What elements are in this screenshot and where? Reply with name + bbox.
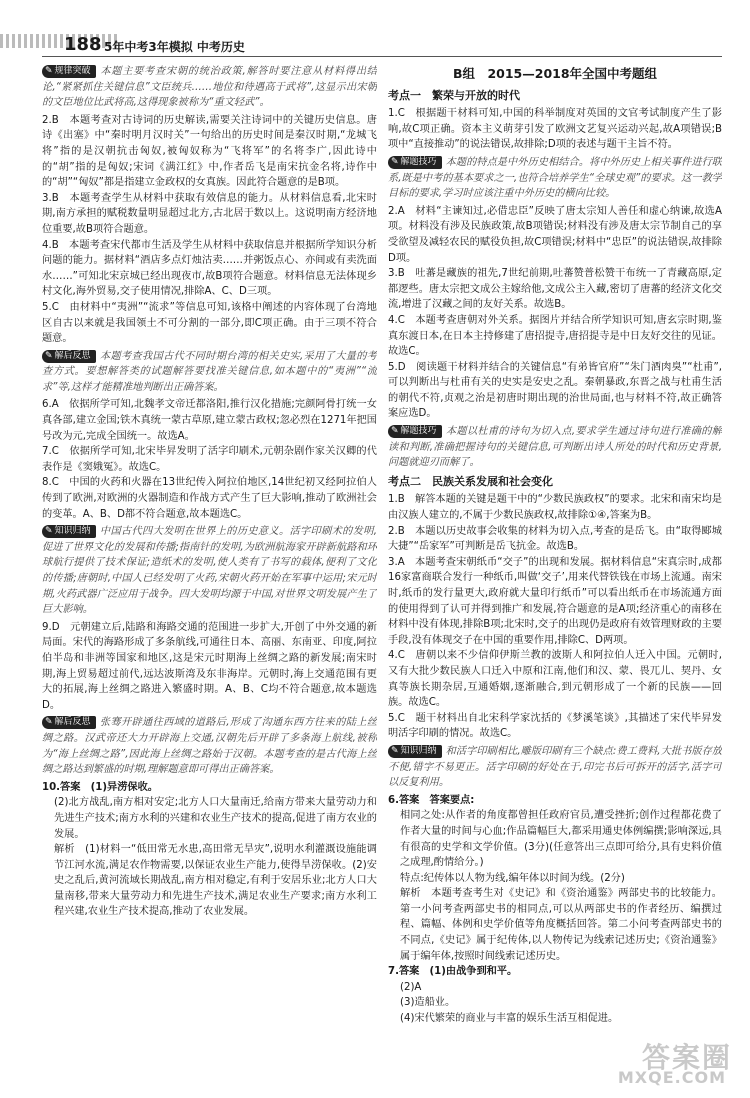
answer-item: 3.A 本题考查宋朝纸币“交子”的出现和发展。据材料信息“宋真宗时,成都16家富商联合发行一种纸币,叫做‘交子’,用来代替铁钱在市场上流通。南宋时,纸币的发行量更大,政府就大量印行纸币”可以看出纸币在市场流通方面的使用得到了认可并得到推广和发展,符合题意的是A项;经济重心的南移在材料中没有体现,排除B项;北宋时,交子的出现仍是政府有效管理财政的主要手段,没有体现交子在中国的重要作用,排除C、D两项。 (388, 556, 722, 646)
answer-head: 10.答案 (1)异涝保收。 (42, 781, 158, 793)
answer-item: 5.D 阅读题干材料并结合的关键信息“有弟皆官府”“朱门酒肉臭”“杜甫”,可以判断出与杜甫有关的史实是安史之乱。秦朝暴政,东晋之战与杜甫生活的朝代不符,贞观之治是初唐时期出现的治世局面,也与材料不符,故正确答案应选D。 (388, 361, 722, 420)
tip-box: ✎ 解后反思 张骞开辟通往西域的道路后,形成了沟通东西方往来的陆上丝绸之路。汉武帝还大力开辟海上交通,汉朝先后开辟了多条海上航线,被称为“海上丝绸之路”,因此海上丝绸之路始于汉朝。本题考查的是古代海上丝绸之路达到繁盛的时期,理解题意即可得出正确答案。 (42, 717, 377, 776)
tip-box: ✎ 规律突破 本题主要考查宋朝的统治政策,解答时要注意从材料得出结论,“紧紧抓住关键信息”文臣统兵……地位和待遇高于武将”,这显示出宋朝的文臣地位比武将高,这得现象被称为“重文轻武”。 (42, 66, 377, 109)
analysis: 解析 本题考查考生对《史记》和《资治通鉴》两部史书的比较能力。第一小问考查两部史书的相同点,可以从两部史书的作者经历、编撰过程、篇幅、体例和史学价值等角度概括回答。第二小问考查两部史书的不同点,《史记》属于纪传体,以人物传记为线索记述历史;《资治通鉴》属于编年体,按照时间线索记述历史。 (400, 888, 722, 962)
watermark-url: MXQE.COM (617, 1068, 726, 1087)
bulb-icon: ✎ (45, 526, 53, 537)
bulb-icon: ✎ (391, 156, 399, 167)
section-heading: 考点二 民族关系发展和社会变化 (388, 474, 553, 488)
answer-item: 3.B 本题考查学生从材料中获取有效信息的能力。从材料信息看,北宋时期,南方承担的赋税数量明显超过北方,古北居于数以上。这说明南方经济地位重要,故B项符合题意。 (42, 192, 377, 235)
bulb-icon: ✎ (45, 350, 53, 361)
watermark-logo (582, 1036, 732, 1088)
answer-item: 4.B 本题考查宋代都市生活及学生从材料中获取信息并根据所学知识分析问题的能力。据材料“酒店多点灯烛沽卖……并粥饭点心、亦间或有卖洗面水……”可知北宋京城已经出现夜市,故B项符合题意。材料信息无法体现乡村文化,海外贸易,交子使用情况,排除A、C、D三项。 (42, 239, 377, 298)
running-title: 5年中考3年模拟 中考历史 (104, 40, 245, 54)
page-header (0, 0, 750, 55)
header-rule (42, 56, 722, 57)
tip-box: ✎ 知识归纳 和活字印刷相比,雕版印刷有三个缺点:费工费料,大批书版存放不便,错字不易更正。活字印刷的好处在于,印完书后可拆开的活字,活字可以反复利用。 (388, 745, 722, 789)
right-column (388, 62, 722, 1092)
tip-tag: ✎ 解题技巧 (388, 156, 442, 169)
answer-item: 8.C 中国的火药和火器在13世纪传入阿拉伯地区,14世纪初又经阿拉伯人传到了欧洲,对欧洲的火器制造和作战方式产生了巨大影响,推动了欧洲社会的变革。A、B、D都不符合题意,故本题选C。 (42, 477, 377, 520)
page-number: 188 (64, 34, 102, 55)
analysis: 解析 (1)材料一“低田常无水患,高田常无旱灾”,说明水利灌溉设施能调节江河水流,满足农作物需要,以保证农业生产能力,使得旱涝保收。(2)安史之乱后,黄河流域长期战乱,南方相对稳定,有利于安居乐业;北方人口大量南移,带来大量劳动力和先进生产技术,满足农业生产要求;南方水利工程兴建,农业生产技术提高,推动了农业发展。 (54, 844, 377, 918)
tip-tag: ✎ 解后反思 (42, 716, 96, 729)
answer-item: 5.C 由材料中“夷洲”“流求”等信息可知,该格中阐述的内容体现了台湾地区自古以来就是我国领土不可分割的一部分,即C项正确。由于三项不符合题意。 (42, 301, 377, 345)
group-title: B组 2015—2018年全国中考题组 (452, 66, 658, 81)
section-heading: 考点一 繁荣与开放的时代 (388, 88, 520, 102)
answer-item: 9.D 元朝建立后,陆路和海路交通的范围进一步扩大,开创了中外交通的新局面。宋代的海路形成了多条航线,可通往日本、高丽、东南亚、印度,阿拉伯半岛和非洲等国家和地区,这是宋元时期海上丝绸之路的新发展;南宋时期,海上贸易超过前代,远达波斯湾及东非海岸。元朝时,海上交通范围有更大的拓展,海上丝绸之路进入繁盛时期。A、B、C均不符合题意,故本题选D。 (42, 621, 377, 711)
tip-tag: ✎ 知识归纳 (388, 745, 442, 758)
answer-item: 3.B 吐蕃是藏族的祖先,7世纪前期,吐蕃赞普松赞干布统一了青藏高原,定都逻些。唐太宗把文成公主嫁给他,文成公主入藏,密切了唐蕃的经济文化交流,增进了汉藏之间的友好关系。故选B。 (388, 268, 722, 311)
answer-item: 5.C 题干材料出自北宋科学家沈括的《梦溪笔谈》,其描述了宋代毕昇发明活字印刷的情况。故选C。 (388, 712, 722, 740)
answer-item: (3)造船业。 (400, 997, 456, 1009)
tip-box: ✎ 知识归纳 中国古代四大发明在世界上的历史意义。活字印刷术的发明,促进了世界文化的发展和传播;指南针的发明,为欧洲航海家开辟新航路和环球航行提供了技术保证;造纸术的发明,使人类有了书写的载体,便利了文化的传播;唐朝时,中国人已经发明了火药,宋朝火药开始在军事中运用;宋元时期,火药武器广泛应用于战争。四大发明均源于中国,对世界文明发展产生了巨大影响。 (42, 526, 377, 616)
tip-tag: ✎ 解后反思 (42, 350, 96, 363)
bulb-icon: ✎ (45, 66, 53, 76)
answer-item: (4)宋代繁荣的商业与丰富的娱乐生活互相促进。 (400, 1013, 619, 1025)
tip-tag: ✎ 知识归纳 (42, 525, 96, 538)
answer-head: 6.答案 答案要点: (388, 794, 475, 806)
answer-item: (2)北方战乱,南方相对安定;北方人口大量南迁,给南方带来大量劳动力和先进生产技术;南方水利的兴建和农业生产技术的提高,促进了南方农业的发展。 (54, 797, 377, 840)
answer-item: 特点:纪传体以人物为线,编年体以时间为线。(2分) (400, 872, 625, 884)
answer-item: (2)A (400, 981, 422, 993)
tip-box: ✎ 解后反思 本题考查我国古代不同时期台湾的相关史实,采用了大量的考查方式。要想解答类的试题解答要找准关键信息,如本题中的“夷洲”“流求”等,这样才能精准地判断出正确答案。 (42, 350, 377, 393)
answer-item: 2.A 材料“主谏知过,必借忠臣”反映了唐太宗知人善任和虚心纳谏,故选A项。材料没有涉及民族政策,故B项错误;材料没有涉及唐太宗节制自己的享受欲望及减轻农民的赋役负担,故C项错误;材料中“忠臣”的说法错误,故排除D项。 (388, 205, 722, 264)
answer-item: 4.C 唐朝以来不少信仰伊斯兰教的波斯人和阿拉伯人迁入中国。元朝时,又有大批少数民族人口迁入中原和江南,他们和汉、蒙、畏兀儿、契丹、女真等族长期杂居,互通婚姻,逐渐融合,到元朝形成了一个新的民族——回族。故选C。 (388, 650, 722, 709)
answer-head: 7.答案 (1)由战争到和平。 (388, 966, 518, 978)
answer-item: 1.B 解答本题的关键是题干中的“少数民族政权”的要求。北宋和南宋均是由汉族人建立的,不属于少数民族政权,故排除①④,答案为B。 (388, 494, 722, 522)
answer-item: 6.A 依据所学可知,北魏孝文帝迁都洛阳,推行汉化措施;完颜阿骨打统一女真各部,建立金国;铁木真统一蒙古草原,建立蒙古政权;忽必烈在1271年把国号改为元,完成全国统一。故选A。 (42, 399, 377, 442)
answer-item: 2.B 本题考查对古诗词的历史解读,需要关注诗词中的关键历史信息。唐诗《出塞》中“秦时明月汉时关”一句给出的历史时间是秦汉时期,“龙城飞将”指的是汉朝抗击匈奴,被匈奴称为“飞将军”的名将李广,因此诗中的“胡”指的是匈奴;宋词《满江红》中,作者岳飞是南宋抗金名将,诗作中的“胡”“匈奴”都是指建立金政权的女真族。因此符合题意的是B项。 (42, 114, 377, 189)
bulb-icon: ✎ (45, 717, 53, 728)
answer-item: 1.C 根据题干材料可知,中国的科举制度对英国的文官考试制度产生了影响,故C项正确。资本主义萌芽引发了欧洲文艺复兴运动兴起,故A项错误;B项中“直接推动”的说法错误,故排除;D项的表述与题干主旨不符。 (388, 108, 722, 151)
left-column (42, 62, 377, 1092)
answer-item: 7.C 依据所学可知,北宋毕昇发明了活字印刷术,元朝杂剧作家关汉卿的代表作是《窦娥冤》。故选C。 (42, 446, 377, 473)
tip-tag: ✎ 规律突破 (42, 65, 96, 78)
header-pattern (0, 34, 120, 48)
tip-tag: ✎ 解题技巧 (388, 425, 442, 438)
answer-item: 相同之处:从作者的角度都曾担任政府官员,遭受挫折;创作过程都花费了作者大量的时间与心血;作品篇幅巨大,都采用通史体例编撰;影响深远,具有很高的史学和文学价值。(3分)(任意答出三点即可给分,具有史料价值之成理,酌情给分。) (400, 810, 722, 869)
answer-item: 2.B 本题以历史故事会收集的材料为切入点,考查的是岳飞。由“取得郾城大捷”“岳家军”可判断是岳飞抗金。故选B。 (388, 525, 722, 553)
bulb-icon: ✎ (391, 745, 399, 756)
tip-box: ✎ 解题技巧 本题以杜甫的诗句为切入点,要求学生通过诗句进行准确的解读和判断,准确把握诗句的关键信息,可判断出诗人所处的时代和历史背景,问题就迎刃而解了。 (388, 426, 722, 469)
tip-box: ✎ 解题技巧 本题的特点是中外历史相结合。将中外历史上相关事件进行联系,既是中考的基本要求之一,也符合培养学生“全球史观”的要求。这一教学目标的要求,学习时应该注重中外历史的横向比较。 (388, 156, 722, 200)
answer-item: 4.C 本题考查唐朝对外关系。据图片并结合所学知识可知,唐玄宗时期,鉴真东渡日本,在日本主持修建了唐招提寺,唐招提寺是中日友好交往的见证。故选C。 (388, 314, 722, 358)
watermark-text: 答案圈 (641, 1041, 732, 1074)
bulb-icon: ✎ (391, 426, 399, 437)
